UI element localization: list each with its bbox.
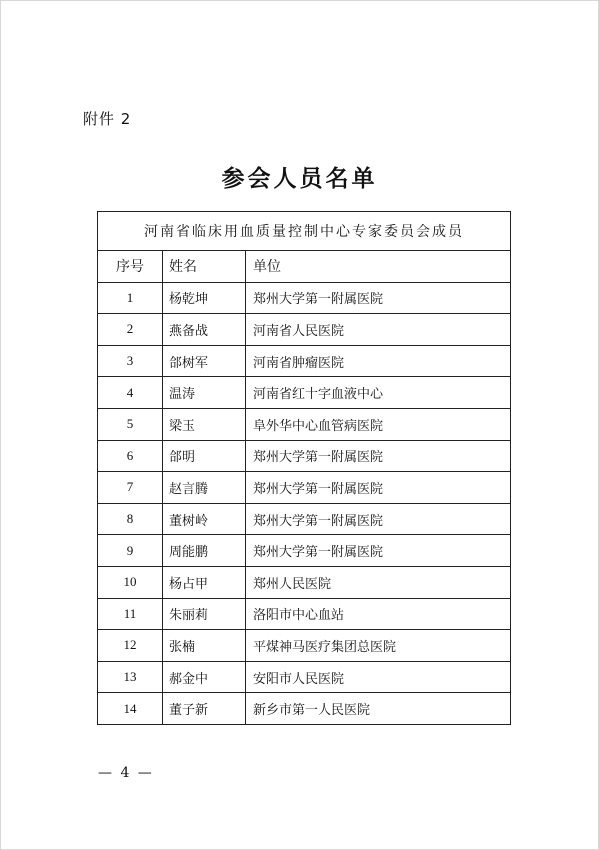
table-row <box>98 345 511 377</box>
row-unit: 河南省红十字血液中心 <box>246 377 511 409</box>
row-name: 赵言腾 <box>163 472 246 504</box>
row-number: 3 <box>98 345 163 377</box>
table-caption: 河南省临床用血质量控制中心专家委员会成员 <box>98 212 511 251</box>
table-row <box>98 408 511 440</box>
row-unit: 新乡市第一人民医院 <box>246 693 511 725</box>
row-number: 11 <box>98 598 163 630</box>
row-unit: 河南省人民医院 <box>246 314 511 346</box>
row-unit: 安阳市人民医院 <box>246 661 511 693</box>
row-name: 朱丽莉 <box>163 598 246 630</box>
row-unit: 阜外华中心血管病医院 <box>246 408 511 440</box>
table-row <box>98 472 511 504</box>
header-number: 序号 <box>98 251 163 283</box>
table-caption-row <box>98 212 511 251</box>
row-name: 董树岭 <box>163 503 246 535</box>
row-name: 董子新 <box>163 693 246 725</box>
table-row <box>98 693 511 725</box>
row-name: 燕备战 <box>163 314 246 346</box>
row-unit: 郑州大学第一附属医院 <box>246 282 511 314</box>
row-number: 2 <box>98 314 163 346</box>
table-row <box>98 566 511 598</box>
row-unit: 郑州大学第一附属医院 <box>246 535 511 567</box>
row-unit: 郑州人民医院 <box>246 566 511 598</box>
row-number: 13 <box>98 661 163 693</box>
row-number: 1 <box>98 282 163 314</box>
row-name: 郝金中 <box>163 661 246 693</box>
table-row <box>98 314 511 346</box>
row-unit: 河南省肿瘤医院 <box>246 345 511 377</box>
row-number: 4 <box>98 377 163 409</box>
row-number: 8 <box>98 503 163 535</box>
row-name: 杨乾坤 <box>163 282 246 314</box>
table-row <box>98 535 511 567</box>
row-number: 6 <box>98 440 163 472</box>
table-header-row <box>98 251 511 283</box>
row-name: 张楠 <box>163 630 246 662</box>
row-unit: 郑州大学第一附属医院 <box>246 472 511 504</box>
attachment-label: 附件 2 <box>83 110 132 128</box>
header-unit: 单位 <box>246 251 511 283</box>
row-name: 郃树军 <box>163 345 246 377</box>
row-number: 14 <box>98 693 163 725</box>
row-name: 周能鹏 <box>163 535 246 567</box>
row-name: 梁玉 <box>163 408 246 440</box>
page-number: — 4 — <box>98 765 154 781</box>
table-row <box>98 661 511 693</box>
page-title: 参会人员名单 <box>221 166 378 192</box>
header-name: 姓名 <box>163 251 246 283</box>
table-row <box>98 503 511 535</box>
table-row <box>98 630 511 662</box>
row-number: 5 <box>98 408 163 440</box>
row-name: 郃明 <box>163 440 246 472</box>
row-number: 7 <box>98 472 163 504</box>
row-name: 杨占甲 <box>163 566 246 598</box>
row-number: 9 <box>98 535 163 567</box>
table-row <box>98 377 511 409</box>
table-row <box>98 440 511 472</box>
row-unit: 平煤神马医疗集团总医院 <box>246 630 511 662</box>
row-number: 10 <box>98 566 163 598</box>
table-row <box>98 598 511 630</box>
row-unit: 洛阳市中心血站 <box>246 598 511 630</box>
row-number: 12 <box>98 630 163 662</box>
row-unit: 郑州大学第一附属医院 <box>246 503 511 535</box>
row-unit: 郑州大学第一附属医院 <box>246 440 511 472</box>
member-table <box>97 211 511 725</box>
row-name: 温涛 <box>163 377 246 409</box>
table-row <box>98 282 511 314</box>
